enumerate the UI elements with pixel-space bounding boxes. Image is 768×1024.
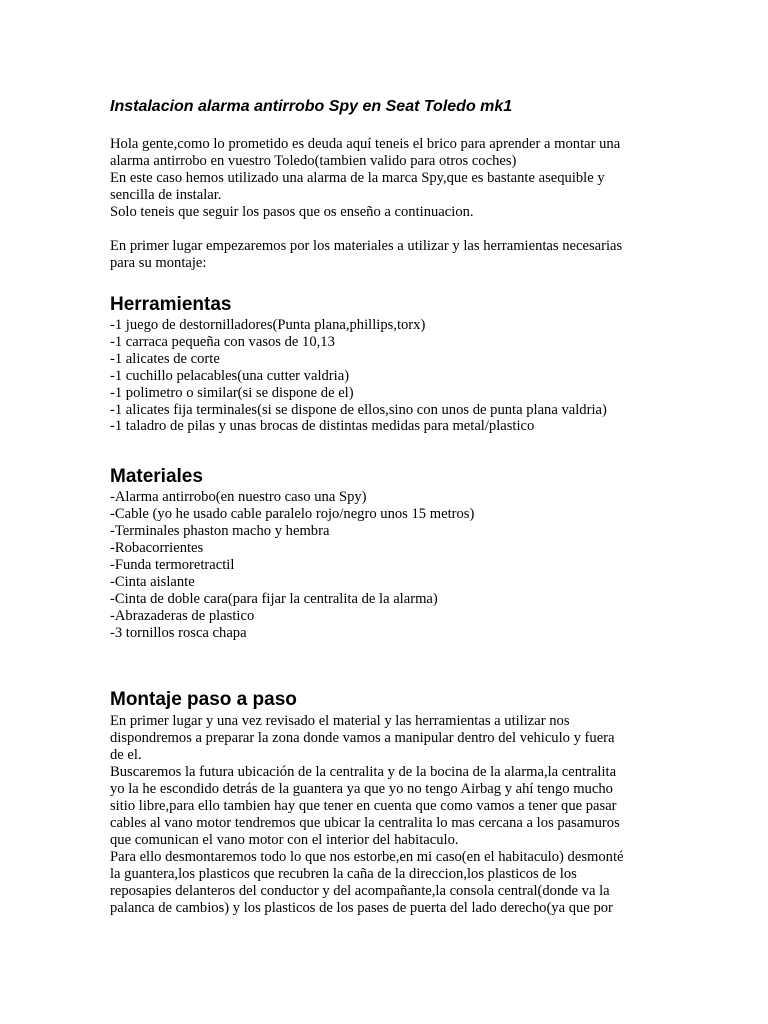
montaje-line: la guantera,los plasticos que recubren la caña de la direccion,los plasticos de los: [110, 865, 577, 882]
list-item: -Terminales phaston macho y hembra: [110, 523, 330, 540]
intro-line: Solo teneis que seguir los pasos que os enseño a continuacion.: [110, 204, 474, 220]
list-item: -Cinta aislante: [110, 573, 195, 590]
montaje-line: palanca de cambios) y los plasticos de los pases de puerta del lado derecho(ya que por: [110, 899, 613, 916]
intro-paragraph-2: [110, 238, 670, 272]
montaje-line: sitio libre,para ello tambien hay que tener en cuenta que como vamos a tener que pasar: [110, 797, 617, 814]
herramientas-list: [110, 317, 670, 435]
montaje-line: cables al vano motor tendremos que ubicar la centralita lo mas cercana a los pasamuros: [110, 814, 620, 831]
materiales-heading: Materiales: [110, 466, 203, 488]
list-item: -Alarma antirrobo(en nuestro caso una Spy): [110, 489, 367, 506]
montaje-line: yo la he escondido detrás de la guantera ya que yo no tengo Airbag y ahí tengo mucho: [110, 780, 613, 797]
montaje-line: reposapies delanteros del conductor y del acompañante,la consola central(donde va la: [110, 882, 610, 899]
montaje-line: dispondremos a preparar la zona donde vamos a manipular dentro del vehiculo y fuera: [110, 729, 615, 746]
intro-paragraph: [110, 136, 670, 221]
list-item: -1 juego de destornilladores(Punta plana,phillips,torx): [110, 317, 426, 333]
intro2-line: para su montaje:: [110, 255, 207, 271]
montaje-line: que comunican el vano motor con el interior del habitaculo.: [110, 831, 459, 848]
list-item: -3 tornillos rosca chapa: [110, 624, 247, 641]
list-item: -Robacorrientes: [110, 540, 204, 557]
list-item: -1 taladro de pilas y unas brocas de distintas medidas para metal/plastico: [110, 418, 535, 435]
list-item: -Funda termoretractil: [110, 556, 235, 573]
herramientas-heading: Herramientas: [110, 294, 232, 315]
list-item: -1 cuchillo pelacables(una cutter valdria): [110, 367, 350, 384]
intro-line: En este caso hemos utilizado una alarma de la marca Spy,que es bastante asequible y: [110, 170, 605, 186]
montaje-line: En primer lugar y una vez revisado el material y las herramientas a utilizar nos: [110, 712, 570, 729]
list-item: -Cable (yo he usado cable paralelo rojo/negro unos 15 metros): [110, 506, 475, 523]
list-item: -1 carraca pequeña con vasos de 10,13: [110, 333, 335, 350]
list-item: -Abrazaderas de plastico: [110, 607, 255, 624]
intro2-line: En primer lugar empezaremos por los materiales a utilizar y las herramientas necesarias: [110, 238, 623, 254]
list-item: -1 alicates fija terminales(si se dispone de ellos,sino con unos de punta plana valdria): [110, 401, 607, 418]
intro-line: Hola gente,como lo prometido es deuda aquí teneis el brico para aprender a montar una: [110, 136, 621, 152]
list-item: -1 polimetro o similar(si se dispone de el): [110, 384, 354, 401]
montaje-line: Para ello desmontaremos todo lo que nos estorbe,en mi caso(en el habitaculo) desmonté: [110, 848, 624, 865]
list-item: -Cinta de doble cara(para fijar la centralita de la alarma): [110, 590, 438, 607]
montaje-heading: Montaje paso a paso: [110, 688, 297, 710]
intro-line: alarma antirrobo en vuestro Toledo(tambien valido para otros coches): [110, 153, 517, 169]
document-page: [110, 97, 670, 917]
montaje-line: de el.: [110, 746, 142, 763]
list-item: -1 alicates de corte: [110, 350, 220, 367]
materiales-list: [110, 489, 670, 641]
intro-line: sencilla de instalar.: [110, 187, 222, 203]
document-title: Instalacion alarma antirrobo Spy en Seat Toledo mk1: [110, 98, 513, 115]
montaje-line: Buscaremos la futura ubicación de la centralita y de la bocina de la alarma,la centralita: [110, 763, 617, 780]
montaje-paragraph: [110, 713, 670, 917]
